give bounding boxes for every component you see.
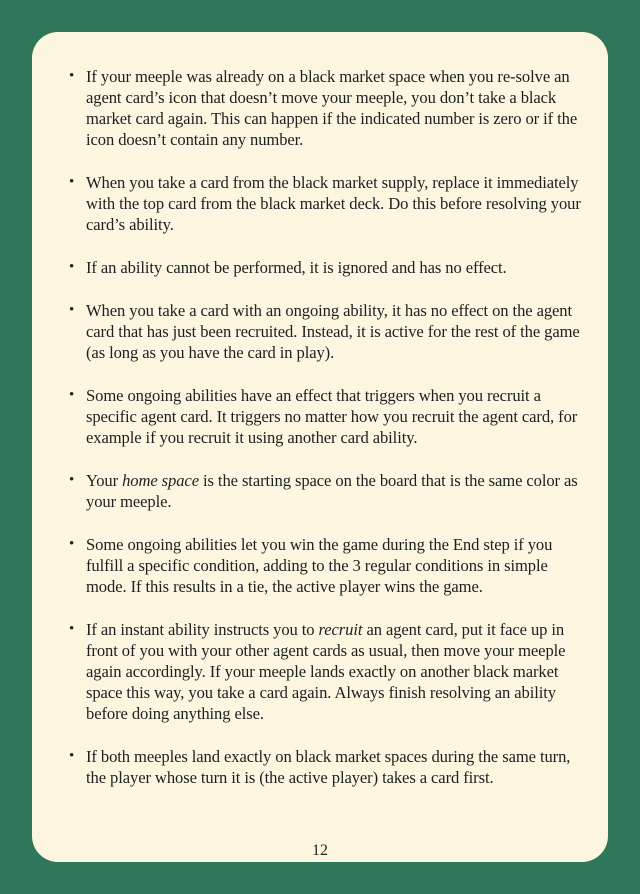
bullet: •	[69, 621, 75, 637]
rule-item	[32, 385, 608, 448]
rule-item	[32, 470, 608, 512]
bullet: •	[69, 536, 75, 552]
bullet: •	[69, 259, 75, 275]
rule-item	[32, 534, 608, 597]
rule-term: recruit	[318, 620, 363, 639]
rule-text: an agent card, put it face up in front of you with your other agent cards as usual, then move your meeple again accordingly. If your meeple lands exactly on another black market space this way, you take a card again. Always finish resolving an ability before doing anything else.	[86, 620, 566, 723]
rule-text: If both meeples land exactly on black market spaces during the same turn, the player whose turn it is (the active player) takes a card first.	[86, 747, 571, 787]
rule-item	[32, 172, 608, 235]
rule-text: is the starting space on the board that is the same color as your meeple.	[86, 471, 578, 511]
bullet: •	[69, 748, 75, 764]
rulebook-page	[32, 32, 608, 862]
rule-text: Some ongoing abilities have an effect that triggers when you recruit a specific agent card. It triggers no matter how you recruit the agent card, for example if you recruit it using another card ability.	[86, 386, 578, 447]
rule-item	[32, 257, 608, 278]
rule-item	[32, 746, 608, 788]
rule-text: Your	[86, 471, 123, 490]
bullet: •	[69, 387, 75, 403]
rule-text: If an ability cannot be performed, it is ignored and has no effect.	[86, 258, 507, 277]
bullet: •	[69, 68, 75, 84]
bullet: •	[69, 174, 75, 190]
page-number: 12	[312, 842, 328, 859]
rule-text: If an instant ability instructs you to	[86, 620, 319, 639]
rule-text: Some ongoing abilities let you win the game during the End step if you fulfill a specific condition, adding to the 3 regular conditions in simple mode. If this results in a tie, the active player wins the game.	[86, 535, 553, 596]
bullet: •	[69, 472, 75, 488]
rule-text: When you take a card with an ongoing ability, it has no effect on the agent card that has just been recruited. Instead, it is active for the rest of the game (as long as you have the card in play).	[86, 301, 580, 362]
rule-item	[32, 300, 608, 363]
bullet: •	[69, 302, 75, 318]
rule-text: If your meeple was already on a black market space when you re-solve an agent card’s icon that doesn’t move your meeple, you don’t take a black market card again. This can happen if the indicated number is zero or if the icon doesn’t contain any number.	[86, 67, 578, 149]
rule-item	[32, 66, 608, 150]
rule-text: When you take a card from the black market supply, replace it immediately with the top card from the black market deck. Do this before resolving your card’s ability.	[86, 173, 581, 234]
rule-item	[32, 619, 608, 724]
rules-list	[32, 66, 608, 810]
rule-term: home space	[122, 471, 199, 490]
